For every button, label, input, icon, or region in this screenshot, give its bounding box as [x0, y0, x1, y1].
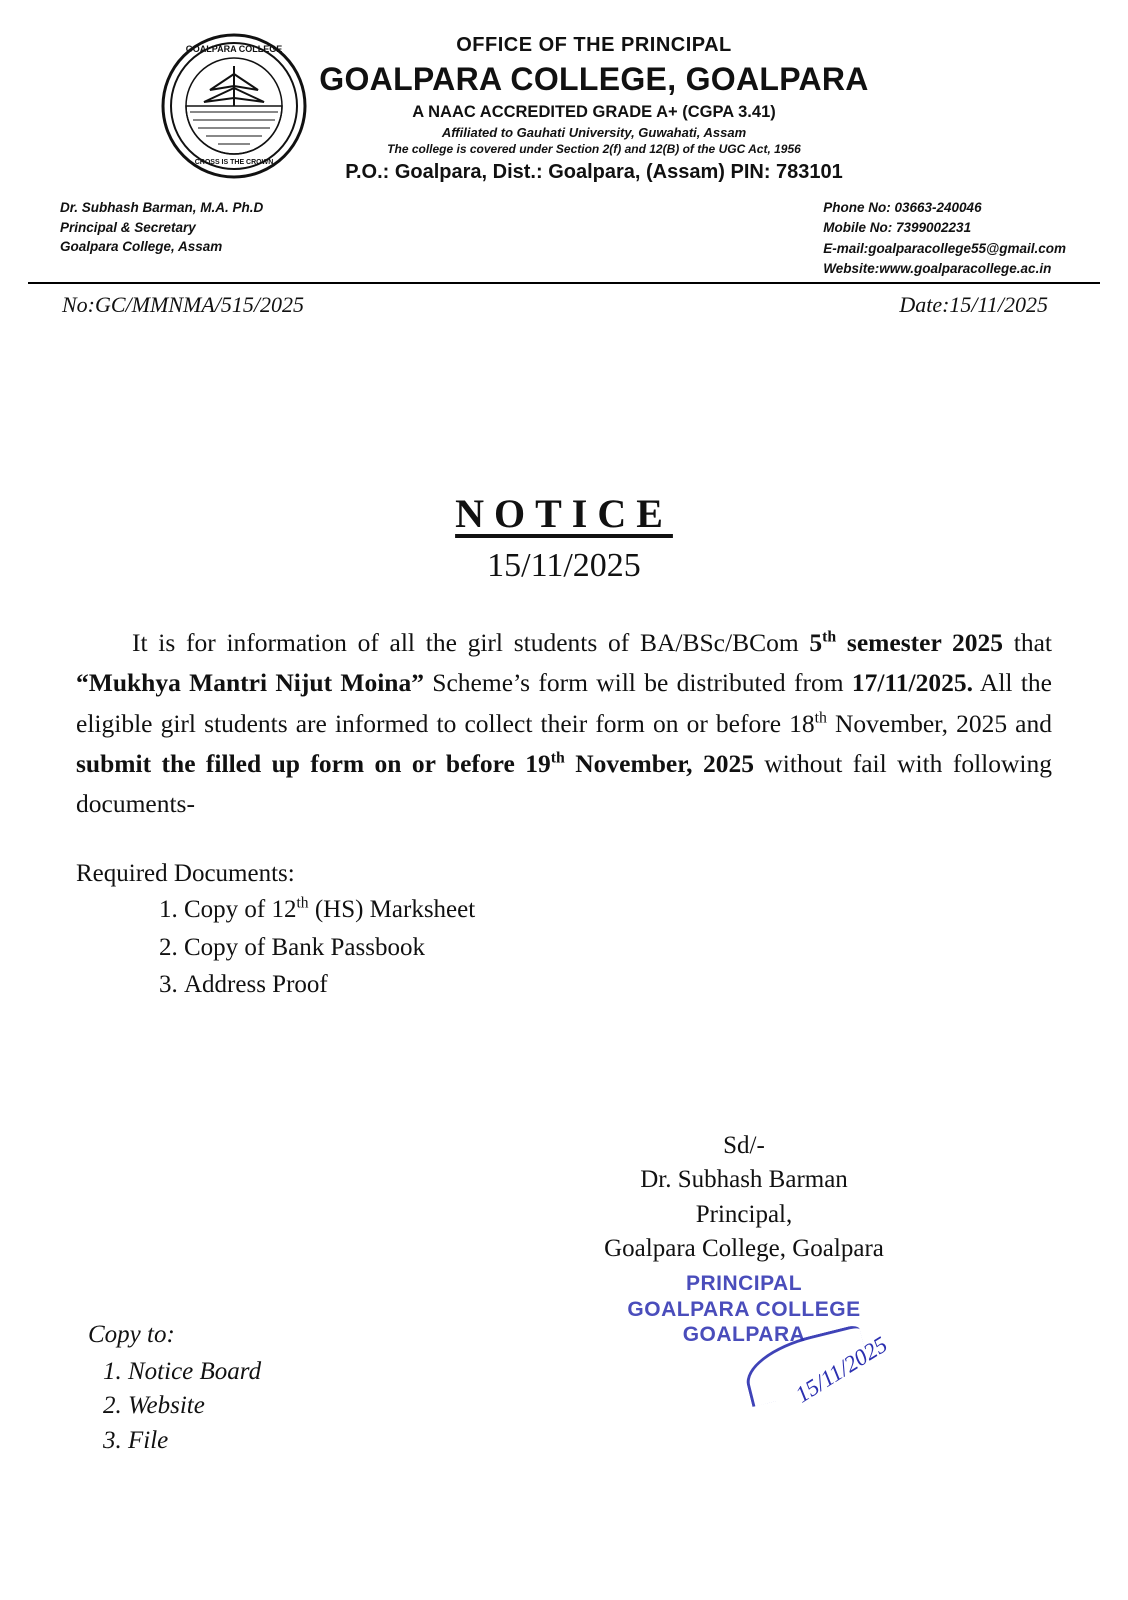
- paragraph-segment: 5: [809, 628, 823, 657]
- principal-name: Dr. Subhash Barman, M.A. Ph.D: [60, 200, 264, 215]
- paragraph-segment: that: [1003, 628, 1052, 657]
- signatory-designation: Principal,: [695, 1200, 793, 1228]
- reference-number: No:GC/MMNMA/515/2025: [62, 292, 304, 317]
- copy-to-list: [88, 1355, 261, 1459]
- college-seal-icon: [160, 32, 308, 180]
- office-line: OFFICE OF THE PRINCIPAL: [456, 34, 732, 56]
- svg-text:GOALPARA COLLEGE: GOALPARA COLLEGE: [185, 44, 283, 54]
- page-title: NOTICE: [455, 491, 673, 536]
- principal-designation: Principal & Secretary: [60, 219, 196, 235]
- college-name: GOALPARA COLLEGE, GOALPARA: [319, 61, 869, 97]
- signatory-institution: Goalpara College, Goalpara: [604, 1235, 884, 1263]
- ugc-act-line: The college is covered under Section 2(f) and 12(B) of the UGC Act, 1956: [387, 142, 801, 156]
- list-item: 2. Website: [128, 1389, 261, 1424]
- signature-date: 15/11/2025: [791, 1331, 892, 1408]
- affiliation-line: Affiliated to Gauhati University, Guwahati, Assam: [441, 125, 747, 140]
- list-item: 1. Notice Board: [128, 1355, 261, 1390]
- paragraph-segment: submit the filled up form on or before 19: [76, 748, 551, 778]
- signature-sd: Sd/-: [723, 1131, 765, 1159]
- copy-to-block: [88, 1318, 261, 1458]
- paragraph-segment: semester 2025: [836, 628, 1004, 657]
- contact-email: E-mail:goalparacollege55@gmail.com: [823, 240, 1066, 256]
- header-divider: [28, 282, 1100, 284]
- paragraph-segment: th: [814, 709, 827, 727]
- paragraph-segment: November, 2025: [564, 748, 754, 778]
- principal-details: [60, 198, 263, 257]
- list-item: 3. Address Proof: [184, 967, 1052, 1003]
- contact-details: [823, 198, 1066, 279]
- notice-body: [0, 623, 1128, 1003]
- signatory-name: Dr. Subhash Barman: [640, 1166, 848, 1194]
- svg-text:CROSS IS THE CROWN: CROSS IS THE CROWN: [194, 159, 274, 166]
- contact-website: Website:www.goalparacollege.ac.in: [823, 260, 1052, 276]
- copy-to-heading: Copy to:: [88, 1321, 175, 1348]
- official-stamp: [360, 1271, 1128, 1348]
- required-documents-list: [76, 892, 1052, 1003]
- paragraph-segment: It is for information of all the girl students of BA/BSc/BCom: [132, 628, 810, 657]
- paragraph-segment: November, 2025 and: [826, 708, 1052, 738]
- stamp-line-2: GOALPARA COLLEGE: [627, 1297, 861, 1321]
- list-item: 1. Copy of 12th (HS) Marksheet: [184, 892, 1052, 928]
- reference-row: [0, 292, 1128, 338]
- paragraph-segment: th: [550, 749, 565, 767]
- list-item: 3. File: [128, 1424, 261, 1459]
- notice-paragraph: [76, 623, 1052, 824]
- letterhead: [0, 0, 1128, 184]
- letterhead-meta-row: [0, 198, 1128, 276]
- contact-phone: Phone No: 03663-240046: [823, 200, 982, 215]
- paragraph-segment: Scheme’s form will be distributed from: [423, 668, 852, 698]
- stamp-line-1: PRINCIPAL: [685, 1271, 803, 1295]
- list-item: 2. Copy of Bank Passbook: [184, 930, 1052, 966]
- paragraph-segment: “Mukhya Mantri Nijut Moina”: [76, 668, 424, 698]
- required-documents-heading: Required Documents:: [76, 860, 295, 888]
- notice-date: 15/11/2025: [487, 547, 641, 584]
- paragraph-segment: th: [822, 628, 837, 646]
- contact-mobile: Mobile No: 7399002231: [823, 220, 972, 236]
- paragraph-segment: All the eligible girl students are informed to collect their form on or before 18: [76, 668, 1052, 738]
- principal-institution: Goalpara College, Assam: [60, 239, 223, 255]
- stamp-line-3: GOALPARA: [682, 1323, 806, 1347]
- reference-date: Date:15/11/2025: [899, 292, 1048, 317]
- paragraph-segment: 17/11/2025.: [851, 668, 974, 698]
- naac-accreditation-line: A NAAC ACCREDITED GRADE A+ (CGPA 3.41): [412, 103, 776, 121]
- postal-address-line: P.O.: Goalpara, Dist.: Goalpara, (Assam) PIN: 783101: [345, 161, 843, 183]
- paragraph-segment: without fail with following documents-: [76, 748, 1053, 819]
